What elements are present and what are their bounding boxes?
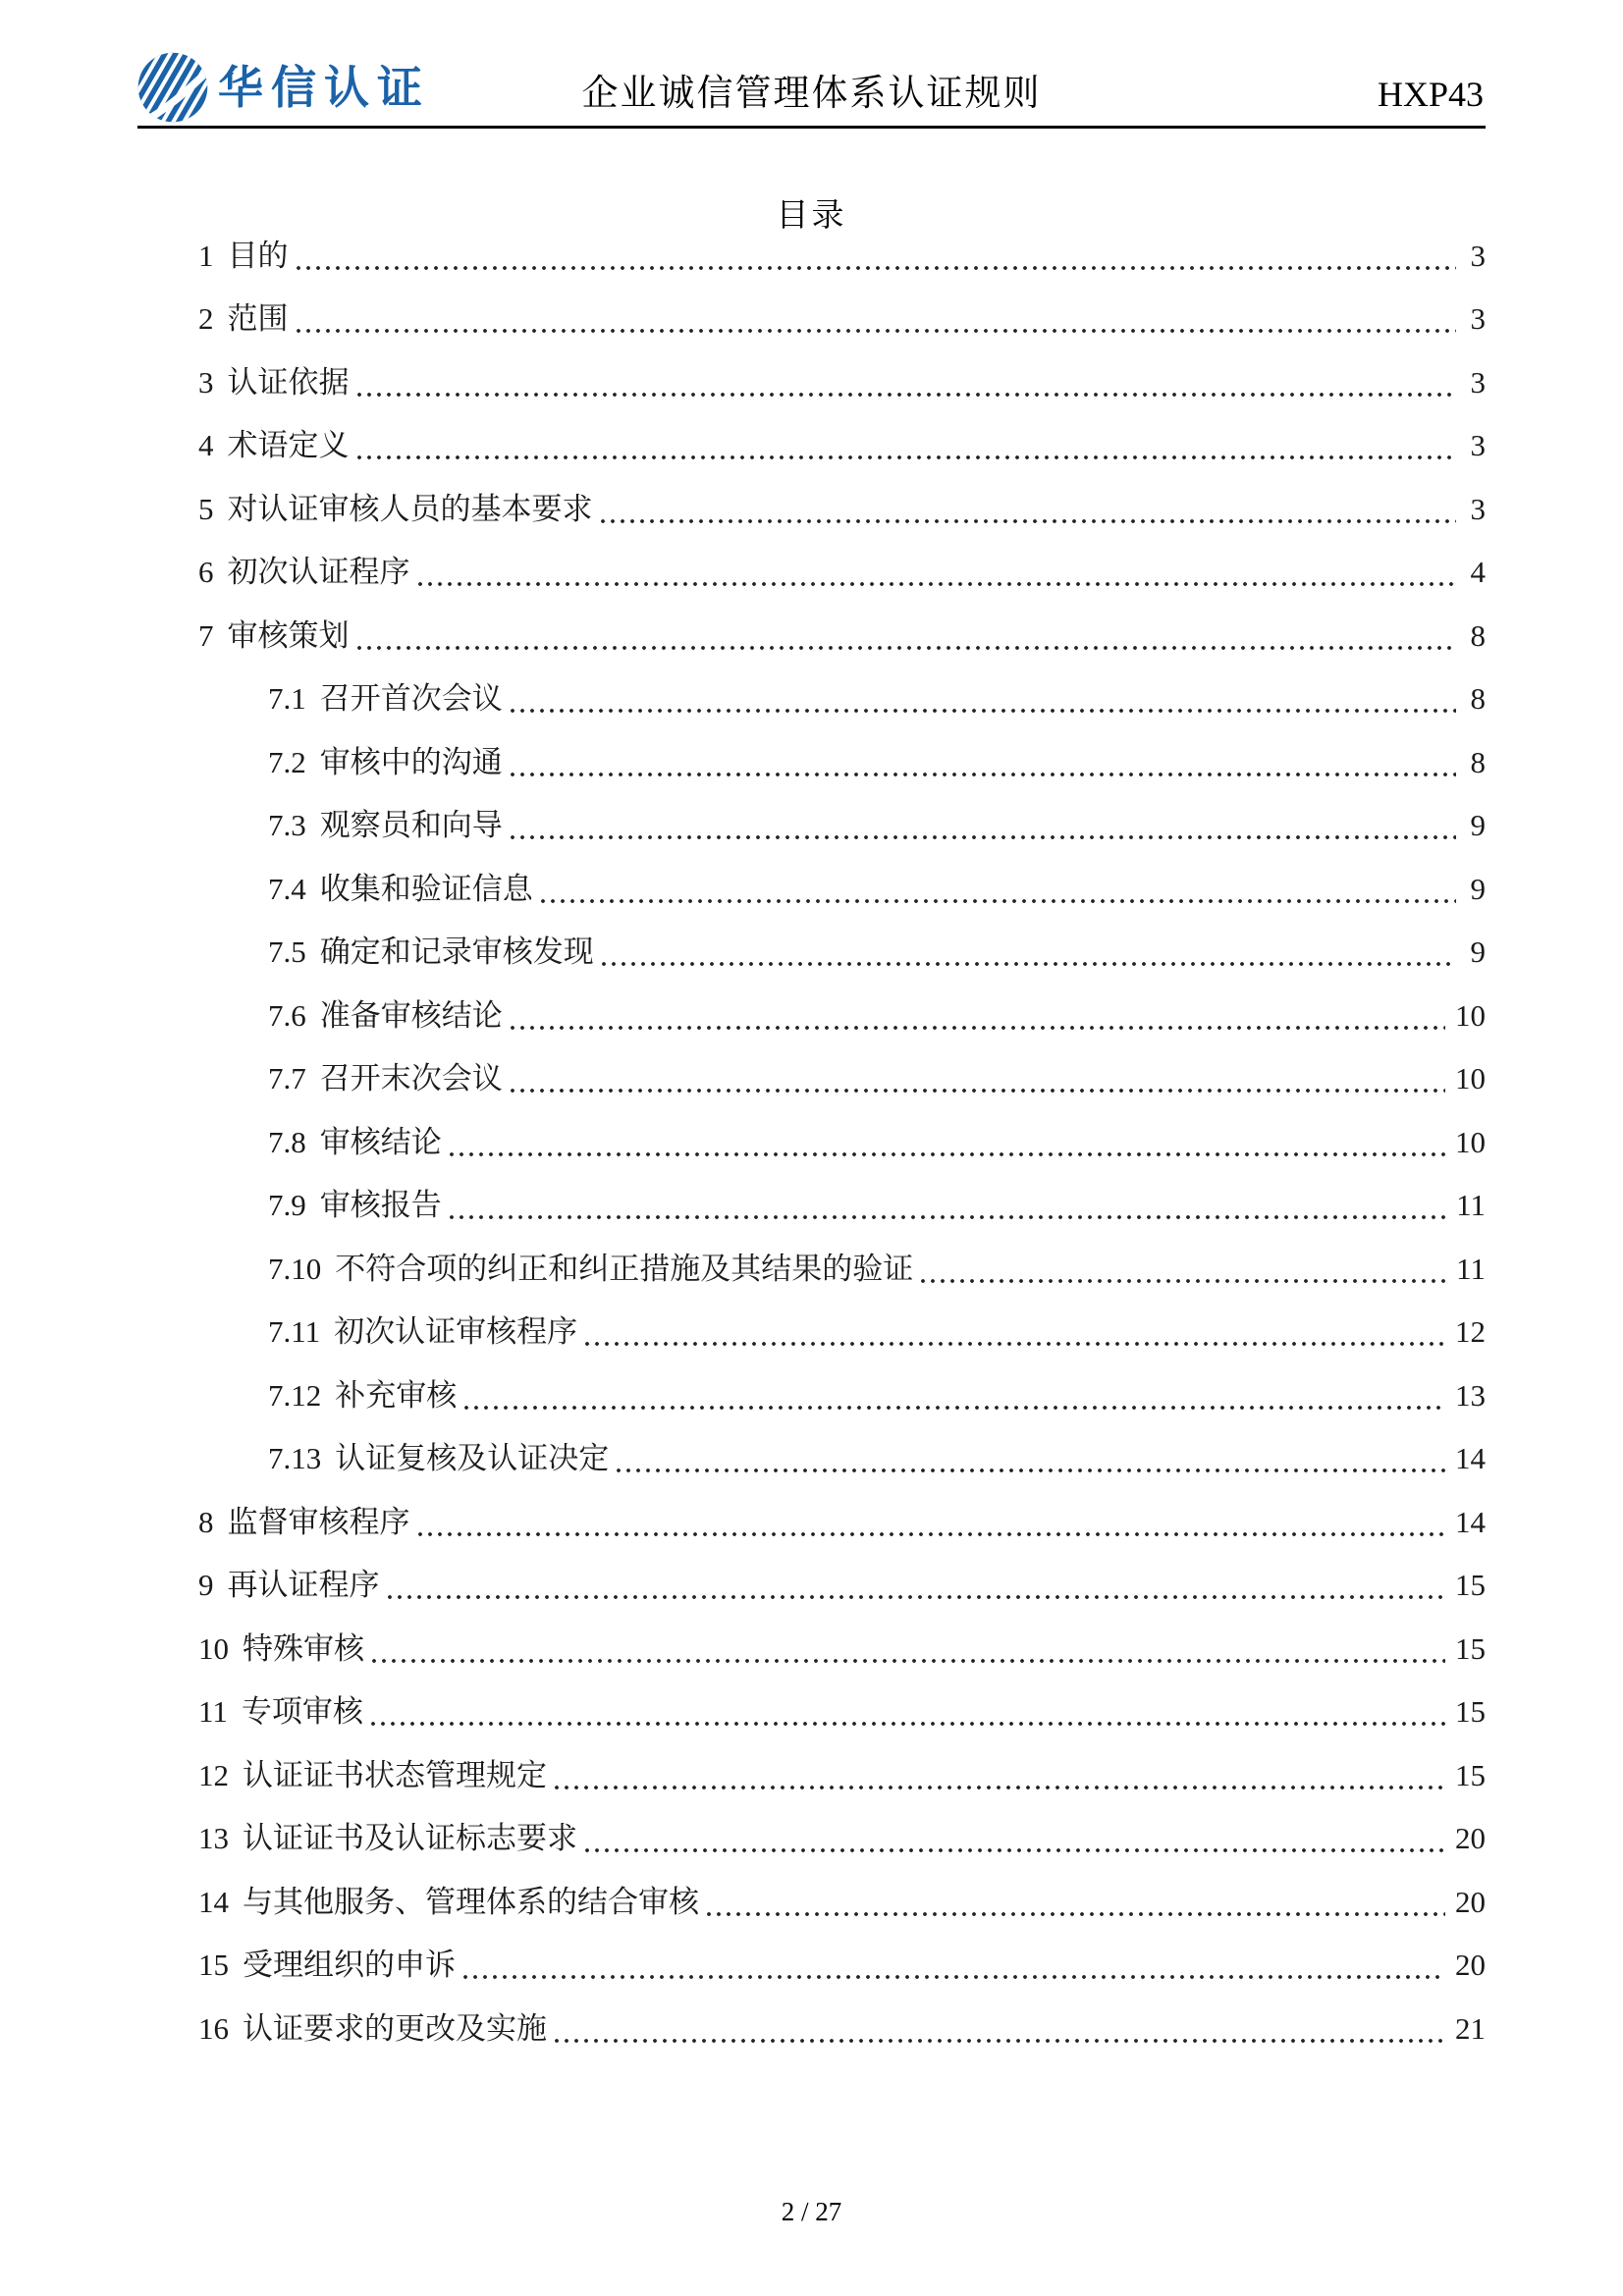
dot-leader (450, 1151, 1445, 1157)
toc-entry-number: 7.12 (268, 1377, 322, 1413)
toc-entry-page: 15 (1455, 1757, 1486, 1792)
toc-entry-7.2 (137, 739, 1486, 803)
toc-entry-title: 监督审核程序 (227, 1504, 410, 1539)
toc-entry-7.12 (137, 1372, 1486, 1436)
toc-entry-number: 16 (198, 2010, 229, 2046)
toc-title: 目录 (776, 198, 847, 234)
toc-entry-title: 初次认证程序 (227, 555, 410, 589)
toc-entry-6 (137, 550, 1486, 614)
dot-leader (450, 1214, 1446, 1220)
toc-entry-page: 20 (1455, 1884, 1486, 1919)
toc-entry-page: 21 (1455, 2010, 1486, 2046)
toc-entry-number: 7.3 (268, 808, 306, 842)
toc-entry-page: 3 (1470, 301, 1486, 336)
toc-entry-number: 7.7 (268, 1061, 306, 1095)
toc-entry-page: 10 (1455, 1124, 1486, 1159)
toc-entry-page: 9 (1470, 871, 1486, 906)
toc-entry-page: 8 (1470, 617, 1486, 653)
toc-entry-page: 3 (1470, 238, 1486, 273)
toc-entry-page: 14 (1455, 1441, 1486, 1475)
toc-entry-title: 受理组织的申诉 (243, 1948, 456, 1982)
toc-entry-7.8 (137, 1119, 1486, 1183)
toc-entry-title: 认证复核及认证决定 (335, 1441, 610, 1475)
toc-entry-title: 确定和记录审核发现 (319, 934, 594, 969)
toc-entry-page: 3 (1470, 428, 1486, 462)
toc-entry-page: 4 (1470, 555, 1486, 589)
dot-leader (371, 1721, 1445, 1727)
toc-entry-16 (137, 2005, 1486, 2069)
toc-entry-page: 3 (1470, 364, 1486, 400)
dot-leader (555, 1785, 1445, 1790)
toc-entry-7.13 (137, 1436, 1486, 1500)
toc-entry-3 (137, 359, 1486, 423)
document-code: HXP43 (1377, 75, 1484, 114)
toc-entry-title: 不符合项的纠正和纠正措施及其结果的验证 (335, 1251, 914, 1286)
toc-entry-page: 9 (1470, 934, 1486, 969)
dot-leader (357, 392, 1457, 398)
toc-entry-12 (137, 1752, 1486, 1816)
toc-entry-page: 11 (1456, 1188, 1486, 1222)
toc-entry-title: 专项审核 (241, 1694, 363, 1729)
toc-entry-number: 3 (198, 364, 214, 400)
toc-entry-number: 7.11 (268, 1314, 321, 1349)
toc-entry-number: 5 (198, 491, 214, 526)
logo-text: 华信认证 (218, 62, 430, 113)
toc-entry-page: 15 (1455, 1694, 1486, 1729)
toc-entry-number: 7.6 (268, 997, 306, 1033)
dot-leader (511, 1025, 1445, 1031)
toc-entry-page: 8 (1470, 681, 1486, 716)
toc-entry-title: 与其他服务、管理体系的结合审核 (243, 1884, 699, 1919)
toc-entry-page: 15 (1455, 1568, 1486, 1602)
toc-entry-title: 观察员和向导 (319, 808, 503, 842)
dot-leader (921, 1278, 1446, 1284)
toc-entry-title: 补充审核 (335, 1377, 458, 1413)
dot-leader (357, 454, 1457, 460)
document-title: 企业诚信管理体系认证规则 (581, 74, 1042, 114)
toc-entry-7.5 (137, 930, 1486, 993)
toc-entry-number: 15 (198, 1948, 229, 1982)
toc-entry-number: 4 (198, 428, 214, 462)
toc-entry-page: 13 (1455, 1377, 1486, 1413)
page-footer (0, 2199, 1623, 2225)
toc-entry-title: 认证证书状态管理规定 (243, 1757, 547, 1792)
toc-entry-number: 7.13 (268, 1441, 322, 1475)
toc-entry-number: 9 (198, 1568, 214, 1602)
toc-entry-title: 认证依据 (227, 364, 350, 400)
toc-list (137, 233, 1486, 2069)
toc-entry-7.10 (137, 1246, 1486, 1309)
toc-entry-7.11 (137, 1309, 1486, 1373)
toc-entry-page: 11 (1456, 1251, 1486, 1286)
toc-entry-title: 审核报告 (319, 1188, 442, 1222)
dot-leader (511, 834, 1456, 840)
toc-entry-title: 召开末次会议 (319, 1061, 503, 1095)
toc-entry-title: 审核策划 (227, 617, 350, 653)
dot-leader (541, 898, 1456, 904)
toc-entry-page: 10 (1455, 1061, 1486, 1095)
dot-leader (555, 2038, 1445, 2044)
toc-entry-2 (137, 296, 1486, 360)
page-number-indicator: 2 / 27 (781, 2197, 842, 2226)
toc-entry-13 (137, 1816, 1486, 1880)
toc-entry-title: 术语定义 (227, 428, 350, 462)
toc-entry-number: 10 (198, 1630, 229, 1666)
toc-entry-number: 11 (198, 1694, 228, 1729)
dot-leader (511, 772, 1456, 777)
toc-entry-7.3 (137, 803, 1486, 867)
dot-leader (418, 581, 1457, 587)
dot-leader (297, 265, 1457, 271)
toc-entry-7.6 (137, 992, 1486, 1056)
dot-leader (707, 1911, 1445, 1917)
toc-entry-number: 7.5 (268, 934, 306, 969)
dot-leader (585, 1341, 1445, 1347)
toc-entry-title: 特殊审核 (243, 1630, 364, 1666)
toc-entry-title: 认证要求的更改及实施 (243, 2010, 547, 2046)
toc-entry-title: 审核结论 (319, 1124, 442, 1159)
toc-entry-number: 13 (198, 1821, 229, 1855)
page-header (137, 0, 1486, 129)
toc-entry-number: 8 (198, 1504, 214, 1539)
dot-leader (511, 1088, 1445, 1094)
dot-leader (585, 1847, 1445, 1853)
toc-entry-page: 20 (1455, 1821, 1486, 1855)
toc-entry-title: 范围 (227, 301, 289, 336)
toc-entry-4 (137, 423, 1486, 487)
table-of-contents (137, 126, 1486, 2069)
toc-entry-page: 15 (1455, 1630, 1486, 1666)
toc-entry-10 (137, 1626, 1486, 1689)
toc-entry-8 (137, 1499, 1486, 1563)
toc-entry-number: 7.2 (268, 744, 306, 779)
toc-entry-title: 再认证程序 (227, 1568, 380, 1602)
toc-entry-number: 7.1 (268, 681, 306, 716)
dot-leader (511, 708, 1456, 714)
dot-leader (372, 1658, 1445, 1664)
toc-entry-number: 6 (198, 555, 214, 589)
toc-entry-number: 7 (198, 617, 214, 653)
toc-entry-title: 初次认证审核程序 (334, 1314, 578, 1349)
toc-entry-number: 7.9 (268, 1188, 306, 1222)
toc-entry-14 (137, 1879, 1486, 1943)
toc-entry-title: 认证证书及认证标志要求 (243, 1821, 577, 1855)
toc-entry-7.1 (137, 676, 1486, 740)
toc-entry-number: 12 (198, 1757, 229, 1792)
toc-entry-number: 7.8 (268, 1124, 306, 1159)
dot-leader (463, 1974, 1445, 1980)
dot-leader (464, 1405, 1445, 1411)
toc-entry-title: 目的 (227, 238, 289, 273)
dot-leader (388, 1594, 1446, 1600)
dot-leader (602, 961, 1456, 967)
toc-entry-5 (137, 486, 1486, 550)
toc-entry-15 (137, 1943, 1486, 2006)
toc-entry-7.9 (137, 1183, 1486, 1247)
toc-entry-page: 10 (1455, 997, 1486, 1033)
toc-entry-title: 召开首次会议 (319, 681, 503, 716)
toc-entry-page: 3 (1470, 491, 1486, 526)
toc-entry-page: 9 (1470, 808, 1486, 842)
toc-entry-title: 准备审核结论 (319, 997, 503, 1033)
dot-leader (297, 328, 1457, 334)
toc-entry-title: 收集和验证信息 (319, 871, 533, 906)
toc-entry-1 (137, 233, 1486, 296)
toc-entry-page: 8 (1470, 744, 1486, 779)
toc-entry-page: 12 (1455, 1314, 1486, 1349)
toc-entry-page: 20 (1455, 1948, 1486, 1982)
dot-leader (357, 645, 1457, 651)
toc-entry-11 (137, 1689, 1486, 1753)
dot-leader (617, 1468, 1445, 1473)
toc-entry-9 (137, 1563, 1486, 1627)
dot-leader (418, 1531, 1446, 1537)
toc-entry-number: 1 (198, 238, 214, 273)
toc-entry-number: 7.4 (268, 871, 306, 906)
toc-entry-title: 对认证审核人员的基本要求 (227, 491, 593, 526)
toc-entry-number: 7.10 (268, 1251, 322, 1286)
toc-entry-number: 14 (198, 1884, 229, 1919)
dot-leader (601, 518, 1457, 524)
toc-entry-7.7 (137, 1056, 1486, 1120)
toc-entry-title: 审核中的沟通 (319, 744, 503, 779)
toc-entry-number: 2 (198, 301, 214, 336)
toc-entry-7.4 (137, 866, 1486, 930)
toc-entry-7 (137, 613, 1486, 676)
toc-entry-page: 14 (1455, 1504, 1486, 1539)
